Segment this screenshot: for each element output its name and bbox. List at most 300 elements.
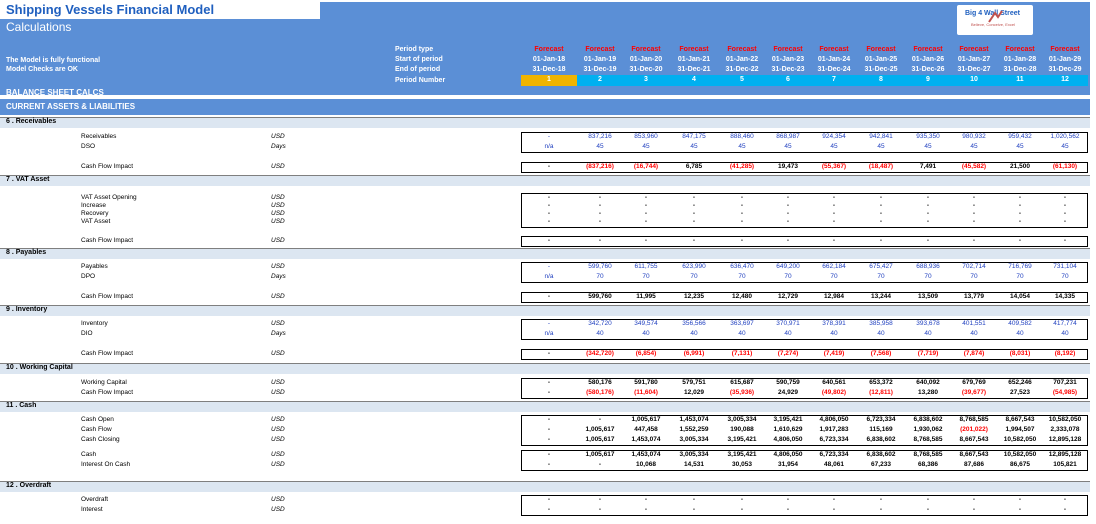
logo-text: Big 4 Wall Street (965, 10, 1020, 17)
value-cell: 45 (690, 143, 698, 150)
value-cell: - (598, 194, 602, 201)
column-period-number: 9 (926, 76, 930, 83)
value-cell: 12,984 (824, 293, 844, 300)
column-period-type: Forecast (773, 46, 803, 53)
value-cell: 731,104 (1053, 263, 1077, 270)
value-cell: 14,054 (1010, 293, 1030, 300)
row-label: DPO (81, 273, 96, 280)
value-cell: 70 (1016, 273, 1024, 280)
section-label: 12 . Overdraft (6, 482, 52, 489)
section-header-row (0, 481, 1090, 492)
value-cell: - (644, 506, 648, 513)
value-cell: 7,491 (919, 163, 937, 170)
model-status-note: The Model is fully functional (6, 57, 101, 64)
column-end-date: 31-Dec-27 (957, 66, 991, 73)
value-cell: 649,200 (776, 263, 800, 270)
value-cell: - (598, 202, 602, 209)
value-cell: 1,005,617 (631, 416, 661, 423)
value-cell: 363,697 (730, 320, 754, 327)
period-number-label: Period Number (395, 77, 446, 84)
column-period-number: 7 (832, 76, 836, 83)
value-cell: 853,960 (634, 133, 658, 140)
column-period-number: 8 (879, 76, 883, 83)
value-cell: (837,216) (586, 163, 614, 170)
value-cell: - (598, 461, 602, 468)
section-header-row (0, 305, 1090, 316)
value-cell: (580,176) (586, 389, 614, 396)
row-unit: USD (271, 506, 285, 513)
column-period-number: 5 (740, 76, 744, 83)
value-cell: - (547, 389, 551, 396)
value-cell: - (692, 218, 696, 225)
value-cell: - (926, 496, 930, 503)
value-cell: - (644, 210, 648, 217)
row-label: DSO (81, 143, 96, 150)
column-period-number: 3 (644, 76, 648, 83)
value-cell: - (879, 202, 883, 209)
column-period-type: Forecast (1005, 46, 1035, 53)
column-period-number: 1 (547, 76, 551, 83)
value-cell: 1,453,074 (631, 436, 661, 443)
value-cell: 6,838,602 (866, 451, 896, 458)
current-assets-liabilities-heading: CURRENT ASSETS & LIABILITIES (6, 102, 136, 111)
value-cell: - (926, 506, 930, 513)
value-cell: (39,677) (961, 389, 987, 396)
value-cell: - (740, 506, 744, 513)
value-cell: 190,088 (730, 426, 754, 433)
value-cell: n/a (544, 143, 554, 150)
value-cell: - (879, 194, 883, 201)
value-cell: 70 (1061, 273, 1069, 280)
value-cell: 3,195,421 (727, 436, 757, 443)
value-cell: - (1063, 194, 1067, 201)
value-cell: - (740, 218, 744, 225)
column-end-date: 31-Dec-28 (1003, 66, 1037, 73)
value-cell: - (926, 237, 930, 244)
value-cell: - (598, 496, 602, 503)
value-cell: - (1018, 210, 1022, 217)
column-start-date: 01-Jan-21 (677, 56, 711, 63)
value-cell: 653,372 (869, 379, 893, 386)
value-cell: 6,723,334 (866, 416, 896, 423)
column-start-date: 01-Jan-28 (1003, 56, 1037, 63)
value-cell: - (879, 506, 883, 513)
value-cell: - (547, 461, 551, 468)
value-cell: 1,005,617 (585, 436, 615, 443)
value-cell: 1,005,617 (585, 451, 615, 458)
value-cell: 1,453,074 (631, 451, 661, 458)
row-unit: USD (271, 210, 285, 217)
value-cell: - (786, 202, 790, 209)
row-label: Cash Flow Impact (81, 163, 134, 170)
value-cell: 3,005,334 (679, 436, 709, 443)
row-label: Interest On Cash (81, 461, 131, 468)
row-unit: USD (271, 293, 285, 300)
value-cell: 105,821 (1053, 461, 1077, 468)
column-end-date: 31-Dec-23 (771, 66, 805, 73)
row-unit: USD (271, 133, 285, 140)
value-cell: (16,744) (633, 163, 659, 170)
value-cell: 3,195,421 (727, 451, 757, 458)
value-cell: 688,936 (916, 263, 940, 270)
row-label: Cash Flow Impact (81, 350, 134, 357)
row-label: Overdraft (81, 496, 109, 503)
column-period-number: 12 (1061, 76, 1069, 83)
row-unit: USD (271, 436, 285, 443)
row-unit: USD (271, 202, 285, 209)
value-cell: - (692, 506, 696, 513)
value-cell: 942,841 (869, 133, 893, 140)
value-cell: 580,176 (588, 379, 612, 386)
value-cell: - (547, 210, 551, 217)
value-cell: (41,285) (729, 163, 755, 170)
value-cell: - (1063, 218, 1067, 225)
row-unit: USD (271, 379, 285, 386)
value-cell: (45,582) (961, 163, 987, 170)
value-cell: - (692, 210, 696, 217)
value-cell: 370,971 (776, 320, 800, 327)
section-header-row (0, 117, 1090, 128)
row-unit: USD (271, 263, 285, 270)
value-cell: 716,769 (1008, 263, 1032, 270)
start-of-period-label: Start of period (395, 56, 443, 63)
value-cell: 40 (830, 330, 838, 337)
value-cell: 6,723,334 (819, 436, 849, 443)
value-cell: 40 (877, 330, 885, 337)
section-label: 6 . Receivables (6, 118, 57, 125)
column-end-date: 31-Dec-26 (911, 66, 945, 73)
column-period-type: Forecast (819, 46, 849, 53)
value-cell: (18,487) (868, 163, 894, 170)
value-cell: 40 (924, 330, 932, 337)
row-unit: USD (271, 416, 285, 423)
row-unit: USD (271, 426, 285, 433)
value-cell: - (547, 451, 551, 458)
value-cell: 378,391 (822, 320, 846, 327)
section-band (0, 98, 1090, 115)
value-cell: 12,480 (732, 293, 752, 300)
column-period-type: Forecast (534, 46, 564, 53)
balance-sheet-calcs-heading: BALANCE SHEET CALCS (6, 88, 104, 97)
section-header-row (0, 401, 1090, 412)
column-end-date: 31-Dec-20 (629, 66, 663, 73)
value-cell: 12,895,128 (1048, 436, 1082, 443)
value-cell: 27,523 (1010, 389, 1030, 396)
value-cell: - (1063, 496, 1067, 503)
value-cell: (49,802) (821, 389, 847, 396)
value-cell: (7,874) (963, 350, 985, 357)
value-cell: 1,005,617 (585, 426, 615, 433)
value-cell: - (832, 194, 836, 201)
value-cell: 21,500 (1010, 163, 1030, 170)
value-cell: - (547, 350, 551, 357)
sheet-subtitle: Calculations (6, 20, 72, 34)
value-cell: - (547, 293, 551, 300)
value-cell: 837,216 (588, 133, 612, 140)
value-cell: 640,561 (822, 379, 846, 386)
value-cell: - (926, 202, 930, 209)
value-cell: - (598, 237, 602, 244)
value-cell: 1,994,507 (1005, 426, 1035, 433)
value-cell: - (598, 416, 602, 423)
column-period-number: 4 (692, 76, 696, 83)
value-cell: 599,760 (588, 263, 612, 270)
value-cell: 13,779 (964, 293, 984, 300)
value-cell: - (1018, 194, 1022, 201)
value-cell: 1,610,629 (773, 426, 803, 433)
row-unit: USD (271, 237, 285, 244)
value-cell: - (1018, 506, 1022, 513)
value-cell: - (786, 237, 790, 244)
row-unit: USD (271, 451, 285, 458)
column-period-number: 6 (786, 76, 790, 83)
value-cell: 45 (1061, 143, 1069, 150)
value-cell: (7,568) (870, 350, 892, 357)
row-unit: USD (271, 350, 285, 357)
value-cell: - (547, 426, 551, 433)
value-cell: 70 (877, 273, 885, 280)
value-cell: - (879, 237, 883, 244)
value-cell: - (547, 506, 551, 513)
value-cell: 40 (970, 330, 978, 337)
value-cell: - (644, 194, 648, 201)
value-cell: - (926, 218, 930, 225)
row-label: Inventory (81, 320, 108, 327)
column-period-number: 11 (1016, 76, 1024, 83)
value-cell: - (1018, 237, 1022, 244)
value-cell: 45 (924, 143, 932, 150)
value-cell: 3,005,334 (679, 451, 709, 458)
row-label: VAT Asset (81, 218, 111, 225)
column-end-date: 31-Dec-22 (725, 66, 759, 73)
value-cell: - (644, 218, 648, 225)
value-cell: 417,774 (1053, 320, 1077, 327)
column-start-date: 01-Jan-19 (583, 56, 617, 63)
value-cell: 3,195,421 (773, 416, 803, 423)
row-unit: USD (271, 496, 285, 503)
value-cell: 590,759 (776, 379, 800, 386)
value-cell: (7,131) (731, 350, 753, 357)
column-period-number: 10 (970, 76, 978, 83)
value-cell: 615,687 (730, 379, 754, 386)
value-cell: 8,768,585 (959, 416, 989, 423)
value-cell: 45 (596, 143, 604, 150)
value-cell: - (972, 496, 976, 503)
value-cell: - (692, 237, 696, 244)
period-type-label: Period type (395, 46, 434, 53)
column-end-date: 31-Dec-25 (864, 66, 898, 73)
value-cell: 4,806,050 (773, 451, 803, 458)
company-logo (957, 5, 1033, 35)
value-cell: - (740, 496, 744, 503)
logo-tagline: Believe, Conceive, Excel (971, 22, 1016, 27)
value-cell: 888,460 (730, 133, 754, 140)
column-start-date: 01-Jan-25 (864, 56, 898, 63)
column-period-type: Forecast (866, 46, 896, 53)
value-cell: (7,419) (823, 350, 845, 357)
value-cell: - (740, 210, 744, 217)
value-cell: - (879, 210, 883, 217)
value-cell: - (786, 210, 790, 217)
value-cell: - (832, 506, 836, 513)
value-cell: 12,235 (684, 293, 704, 300)
column-period-type: Forecast (585, 46, 615, 53)
section-label: 8 . Payables (6, 249, 47, 256)
value-cell: 393,678 (916, 320, 940, 327)
model-checks-note: Model Checks are OK (6, 66, 78, 73)
value-cell: 10,068 (636, 461, 656, 468)
value-cell: - (547, 237, 551, 244)
value-cell: - (1063, 202, 1067, 209)
value-cell: - (740, 202, 744, 209)
value-cell: - (832, 202, 836, 209)
value-cell: 31,954 (778, 461, 798, 468)
value-cell: 6,838,602 (866, 436, 896, 443)
end-of-period-label: End of period (395, 66, 441, 73)
value-cell: 356,566 (682, 320, 706, 327)
value-cell: 6,838,602 (913, 416, 943, 423)
value-cell: (35,936) (729, 389, 755, 396)
row-label: Increase (81, 202, 106, 209)
value-cell: (61,130) (1052, 163, 1078, 170)
value-cell: 40 (1061, 330, 1069, 337)
value-cell: 87,686 (964, 461, 984, 468)
value-cell: - (1063, 506, 1067, 513)
column-end-date: 31-Dec-18 (532, 66, 566, 73)
value-cell: - (598, 218, 602, 225)
value-cell: 40 (784, 330, 792, 337)
value-cell: 45 (830, 143, 838, 150)
value-cell: 70 (642, 273, 650, 280)
value-cell: - (547, 263, 551, 270)
value-cell: 11,995 (636, 293, 656, 300)
section-header-row (0, 175, 1090, 186)
value-cell: 924,354 (822, 133, 846, 140)
value-cell: (54,985) (1052, 389, 1078, 396)
value-cell: 12,029 (684, 389, 704, 396)
row-unit: Days (271, 273, 286, 280)
row-unit: USD (271, 389, 285, 396)
value-cell: 385,958 (869, 320, 893, 327)
value-cell: 86,675 (1010, 461, 1030, 468)
row-unit: USD (271, 320, 285, 327)
value-cell: 67,233 (871, 461, 891, 468)
value-cell: 342,720 (588, 320, 612, 327)
value-cell: - (832, 210, 836, 217)
value-cell: - (1063, 210, 1067, 217)
value-cell: - (786, 506, 790, 513)
value-cell: 401,551 (962, 320, 986, 327)
column-period-type: Forecast (727, 46, 757, 53)
row-label: Cash Flow Impact (81, 237, 134, 244)
value-cell: 409,582 (1008, 320, 1032, 327)
column-period-type: Forecast (679, 46, 709, 53)
value-cell: 702,714 (962, 263, 986, 270)
row-unit: USD (271, 218, 285, 225)
column-start-date: 01-Jan-29 (1048, 56, 1082, 63)
column-start-date: 01-Jan-22 (725, 56, 759, 63)
value-cell: 40 (1016, 330, 1024, 337)
value-cell: 40 (738, 330, 746, 337)
value-cell: 115,169 (869, 426, 893, 433)
value-cell: (342,720) (586, 350, 614, 357)
column-period-number: 2 (598, 76, 602, 83)
value-cell: - (786, 194, 790, 201)
value-cell: 45 (1016, 143, 1024, 150)
column-end-date: 31-Dec-29 (1048, 66, 1082, 73)
value-cell: - (832, 218, 836, 225)
row-label: Receivables (81, 133, 117, 140)
value-cell: 30,053 (732, 461, 752, 468)
value-cell: - (786, 496, 790, 503)
row-unit: USD (271, 461, 285, 468)
value-cell: (12,811) (869, 389, 893, 396)
value-cell: - (547, 436, 551, 443)
value-cell: 6,785 (685, 163, 703, 170)
value-cell: 1,453,074 (679, 416, 709, 423)
value-cell: (8,192) (1054, 350, 1076, 357)
column-period-type: Forecast (1050, 46, 1080, 53)
value-cell: 599,760 (588, 293, 612, 300)
value-cell: - (692, 202, 696, 209)
value-cell: - (547, 218, 551, 225)
value-cell: - (972, 210, 976, 217)
column-end-date: 31-Dec-19 (583, 66, 617, 73)
value-cell: 868,987 (776, 133, 800, 140)
value-cell: - (972, 506, 976, 513)
section-label: 7 . VAT Asset (6, 176, 50, 183)
column-start-date: 01-Jan-23 (771, 56, 805, 63)
section-label: 9 . Inventory (6, 306, 48, 313)
value-cell: 1,917,283 (819, 426, 849, 433)
value-cell: 6,723,334 (819, 451, 849, 458)
value-cell: 12,895,128 (1048, 451, 1082, 458)
value-cell: 40 (642, 330, 650, 337)
value-cell: 70 (596, 273, 604, 280)
value-cell: 611,755 (634, 263, 658, 270)
value-cell: 679,769 (962, 379, 986, 386)
value-cell: - (644, 237, 648, 244)
value-cell: 40 (596, 330, 604, 337)
value-cell: 1,552,259 (679, 426, 709, 433)
value-cell: 45 (970, 143, 978, 150)
value-cell: 24,929 (778, 389, 798, 396)
value-cell: 70 (738, 273, 746, 280)
row-label: Cash Flow Impact (81, 293, 134, 300)
value-cell: (8,031) (1009, 350, 1031, 357)
value-cell: 349,574 (634, 320, 658, 327)
value-cell: - (692, 194, 696, 201)
value-cell: 13,509 (918, 293, 938, 300)
value-cell: - (692, 496, 696, 503)
value-cell: 4,806,050 (819, 416, 849, 423)
value-cell: 8,667,543 (959, 436, 989, 443)
value-cell: - (972, 237, 976, 244)
value-cell: - (547, 163, 551, 170)
value-cell: 847,175 (682, 133, 706, 140)
value-cell: 70 (784, 273, 792, 280)
value-cell: - (547, 379, 551, 386)
row-label: DIO (81, 330, 93, 337)
value-cell: 45 (877, 143, 885, 150)
row-label: Cash Closing (81, 436, 120, 443)
value-cell: - (832, 237, 836, 244)
value-cell: 8,768,585 (913, 436, 943, 443)
row-label: Cash (81, 451, 97, 458)
value-cell: 70 (970, 273, 978, 280)
column-start-date: 01-Jan-18 (532, 56, 566, 63)
value-cell: 640,092 (916, 379, 940, 386)
